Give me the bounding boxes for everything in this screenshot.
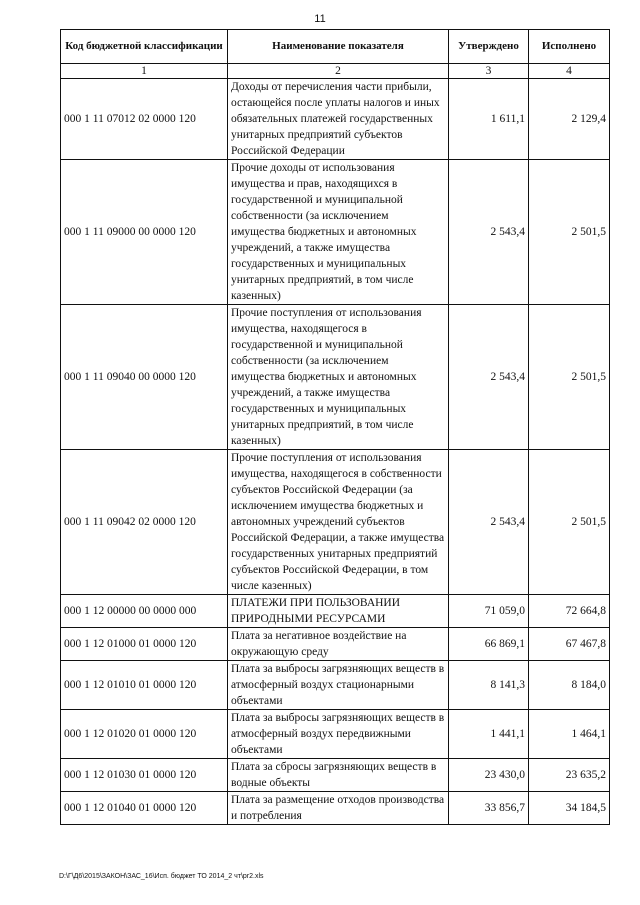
row-code: 000 1 11 09040 00 0000 120 xyxy=(61,305,228,450)
row-code: 000 1 11 09042 02 0000 120 xyxy=(61,450,228,595)
column-number: 2 xyxy=(228,64,449,79)
row-executed: 72 664,8 xyxy=(529,595,610,628)
row-approved: 2 543,4 xyxy=(449,305,529,450)
row-name: Плата за размещение отходов производства и потребления xyxy=(228,792,449,825)
column-number: 1 xyxy=(61,64,228,79)
column-numbers-row xyxy=(61,64,610,79)
budget-table xyxy=(60,29,610,825)
header-code: Код бюджетной классификации xyxy=(61,30,228,64)
header-approved: Утверждено xyxy=(449,30,529,64)
row-executed: 1 464,1 xyxy=(529,710,610,759)
row-code: 000 1 12 00000 00 0000 000 xyxy=(61,595,228,628)
row-approved: 66 869,1 xyxy=(449,628,529,661)
table-row xyxy=(61,628,610,661)
row-approved: 2 543,4 xyxy=(449,450,529,595)
header-row xyxy=(61,30,610,64)
row-name: Прочие поступления от использования имущества, находящегося в собственности субъектов Российской Федерации (за исключением имущества бюджетных и автономных учреждений субъектов Российской Федерации, а также имущества государственных унитарных предприятий субъектов Российской Федерации, в том числе казенных) xyxy=(228,450,449,595)
row-approved: 71 059,0 xyxy=(449,595,529,628)
row-executed: 2 501,5 xyxy=(529,450,610,595)
row-code: 000 1 11 09000 00 0000 120 xyxy=(61,160,228,305)
row-name: Плата за выбросы загрязняющих веществ в атмосферный воздух стационарными объектами xyxy=(228,661,449,710)
row-approved: 8 141,3 xyxy=(449,661,529,710)
row-name: Прочие доходы от использования имущества и прав, находящихся в государственной и муниципальной собственности (за исключением имущества бюджетных и автономных учреждений, а также имущества государственных и муниципальных унитарных предприятий, в том числе казенных) xyxy=(228,160,449,305)
row-name: Плата за сбросы загрязняющих веществ в водные объекты xyxy=(228,759,449,792)
row-code: 000 1 11 07012 02 0000 120 xyxy=(61,79,228,160)
row-name: Плата за негативное воздействие на окружающую среду xyxy=(228,628,449,661)
table-row xyxy=(61,595,610,628)
row-executed: 23 635,2 xyxy=(529,759,610,792)
table-row xyxy=(61,661,610,710)
column-number: 4 xyxy=(529,64,610,79)
row-code: 000 1 12 01030 01 0000 120 xyxy=(61,759,228,792)
row-executed: 2 501,5 xyxy=(529,305,610,450)
row-approved: 23 430,0 xyxy=(449,759,529,792)
row-executed: 2 129,4 xyxy=(529,79,610,160)
row-code: 000 1 12 01010 01 0000 120 xyxy=(61,661,228,710)
table-row xyxy=(61,710,610,759)
row-name: ПЛАТЕЖИ ПРИ ПОЛЬЗОВАНИИ ПРИРОДНЫМИ РЕСУРСАМИ xyxy=(228,595,449,628)
column-number: 3 xyxy=(449,64,529,79)
table-row xyxy=(61,792,610,825)
file-path-footer: D:\Г\Д6\2015\ЗАКОН\ЗАС_16\Исп. бюджет ТО 2014_2 чт\pr2.xls xyxy=(59,873,264,880)
row-approved: 1 611,1 xyxy=(449,79,529,160)
row-code: 000 1 12 01040 01 0000 120 xyxy=(61,792,228,825)
header-name: Наименование показателя xyxy=(228,30,449,64)
row-approved: 2 543,4 xyxy=(449,160,529,305)
table-row xyxy=(61,160,610,305)
table-row xyxy=(61,305,610,450)
row-executed: 34 184,5 xyxy=(529,792,610,825)
page-number: 11 xyxy=(314,13,326,25)
table-row xyxy=(61,450,610,595)
row-executed: 8 184,0 xyxy=(529,661,610,710)
row-name: Прочие поступления от использования имущества, находящегося в государственной и муниципальной собственности (за исключением имущества бюджетных и автономных учреждений, а также имущества государственных и муниципальных унитарных предприятий, в том числе казенных) xyxy=(228,305,449,450)
row-executed: 67 467,8 xyxy=(529,628,610,661)
row-approved: 1 441,1 xyxy=(449,710,529,759)
row-code: 000 1 12 01020 01 0000 120 xyxy=(61,710,228,759)
table-row xyxy=(61,79,610,160)
row-approved: 33 856,7 xyxy=(449,792,529,825)
table-row xyxy=(61,759,610,792)
row-name: Плата за выбросы загрязняющих веществ в атмосферный воздух передвижными объектами xyxy=(228,710,449,759)
row-executed: 2 501,5 xyxy=(529,160,610,305)
header-executed: Исполнено xyxy=(529,30,610,64)
row-name: Доходы от перечисления части прибыли, остающейся после уплаты налогов и иных обязательных платежей государственных унитарных предприятий субъектов Российской Федерации xyxy=(228,79,449,160)
row-code: 000 1 12 01000 01 0000 120 xyxy=(61,628,228,661)
